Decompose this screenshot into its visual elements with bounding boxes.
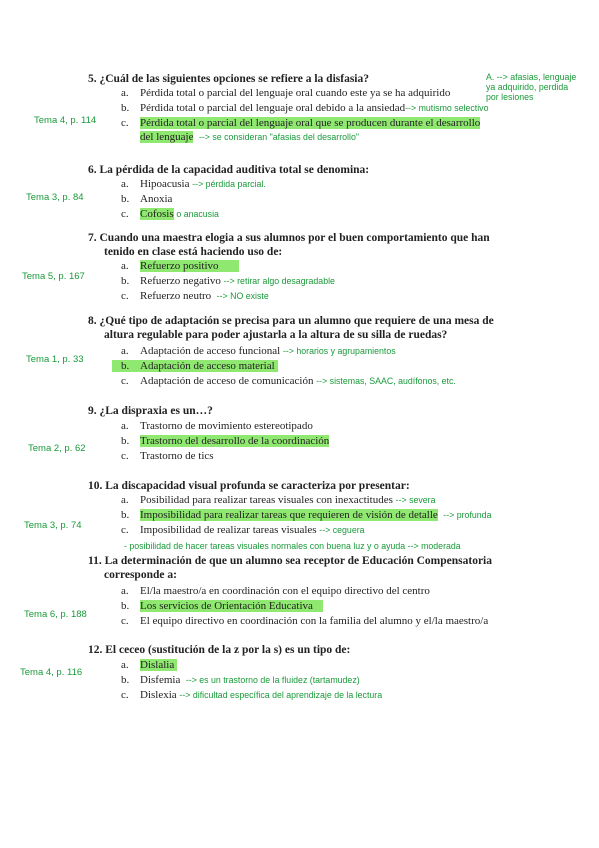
option-text: El equipo directivo en coordinación con la familia del alumno y el/la maestro/a [140, 615, 489, 627]
option-text: Anoxia [140, 193, 173, 205]
option-note: --> sistemas, SAAC, audífonos, etc. [316, 376, 456, 386]
option-6b [121, 193, 172, 206]
option-text: Hipoacusia [140, 178, 190, 190]
option-11b [121, 600, 323, 613]
option-12a [121, 659, 177, 672]
option-note: --> se consideran "afasias del desarrollo" [198, 132, 359, 142]
option-text-highlighted: del lenguaje [140, 131, 194, 143]
option-letter: a. [121, 178, 129, 190]
option-5a [121, 87, 450, 100]
question-10: 10. La discapacidad visual profunda se caracteriza por presentar: [88, 480, 410, 492]
extra-note-q10: - posibilidad de hacer tareas visuales normales con buena luz y o ayuda --> moderada [124, 541, 461, 551]
question-5: 5. ¿Cuál de las siguientes opciones se refiere a la disfasia? [88, 73, 370, 85]
option-7a [121, 260, 239, 273]
option-11c [121, 615, 488, 628]
option-12c [121, 689, 382, 702]
option-text-highlighted: Pérdida total o parcial del lenguaje oral que se producen durante el desarrollo [140, 117, 481, 129]
side-note-line: por lesiones [486, 92, 534, 102]
option-9a [121, 420, 313, 433]
option-letter: c. [121, 524, 129, 536]
option-text: El/la maestro/a en coordinación con el equipo directivo del centro [140, 585, 430, 597]
option-10c [121, 524, 365, 537]
option-text: Trastorno de movimiento estereotipado [140, 420, 313, 432]
option-text: Trastorno de tics [140, 450, 214, 462]
option-11a [121, 585, 430, 598]
option-letter: a. [121, 659, 129, 671]
option-letter: b. [121, 674, 130, 686]
option-text: Adaptación de acceso material [140, 360, 275, 372]
option-note: --> es un trastorno de la fluidez (tartamudez) [185, 675, 360, 685]
option-letter: b. [121, 193, 130, 205]
option-text: Adaptación de acceso de comunicación [140, 375, 314, 387]
reference-q11: Tema 6, p. 188 [24, 609, 87, 620]
question-8: 8. ¿Qué tipo de adaptación se precisa para un alumno que requiere de una mesa de [88, 315, 494, 327]
reference-q7: Tema 5, p. 167 [22, 271, 85, 282]
question-8-cont: altura regulable para poder ajustarla a la altura de su silla de ruedas? [104, 329, 448, 341]
option-letter: a. [121, 494, 129, 506]
side-note-line: A. --> afasias, lenguaje [486, 72, 577, 82]
option-text: Pérdida total o parcial del lenguaje oral cuando este ya se ha adquirido [140, 87, 451, 99]
option-10b [121, 509, 491, 522]
option-text-highlighted: Trastorno del desarrollo de la coordinación [140, 435, 330, 447]
option-letter: b. [121, 360, 130, 372]
option-text: Pérdida total o parcial del lenguaje oral debido a la ansiedad [140, 102, 406, 114]
option-9c [121, 450, 214, 463]
option-letter: b. [121, 275, 130, 287]
option-letter: a. [121, 585, 129, 597]
option-note: --> dificultad específica del aprendizaje de la lectura [179, 690, 383, 700]
question-7-cont: tenido en clase está haciendo uso de: [104, 246, 283, 258]
reference-q10: Tema 3, p. 74 [24, 520, 82, 531]
option-letter: b. [121, 600, 130, 612]
option-text: Refuerzo negativo [140, 275, 221, 287]
option-text: Disfemia [140, 674, 181, 686]
option-letter: a. [121, 87, 129, 99]
option-8a [121, 345, 396, 358]
option-letter: b. [121, 102, 130, 114]
option-letter: c. [121, 615, 129, 627]
option-text-highlighted [112, 360, 278, 372]
option-8c [121, 375, 456, 388]
option-note: o anacusia [176, 209, 219, 219]
option-letter: c. [121, 117, 129, 129]
reference-q9: Tema 2, p. 62 [28, 443, 86, 454]
option-5c [121, 117, 480, 130]
option-note: --> retirar algo desagradable [223, 276, 335, 286]
reference-q5: Tema 4, p. 114 [34, 115, 97, 126]
option-note: --> profunda [443, 510, 492, 520]
option-letter: c. [121, 208, 129, 220]
option-note: --> NO existe [216, 291, 269, 301]
option-text: Posibilidad para realizar tareas visuales con inexactitudes [140, 494, 393, 506]
question-12: 12. El ceceo (sustitución de la z por la s) es un tipo de: [88, 644, 351, 656]
option-letter: c. [121, 689, 129, 701]
option-text-highlighted: Cofosis [140, 208, 174, 220]
option-6c [121, 208, 219, 221]
option-letter: c. [121, 450, 129, 462]
question-9: 9. ¿La dispraxia es un…? [88, 405, 213, 417]
option-text-highlighted: Dislalia [140, 659, 177, 671]
option-text-highlighted: Refuerzo positivo [140, 260, 239, 272]
option-letter: a. [121, 260, 129, 272]
option-5b [121, 102, 488, 115]
option-text-highlighted: Imposibilidad para realizar tareas que requieren de visión de detalle [140, 509, 438, 521]
option-text-highlighted: Los servicios de Orientación Educativa [140, 600, 323, 612]
option-6a [121, 178, 266, 191]
option-letter: a. [121, 420, 129, 432]
reference-q6: Tema 3, p. 84 [26, 192, 84, 203]
option-letter: b. [121, 509, 130, 521]
option-text: Adaptación de acceso funcional [140, 345, 281, 357]
option-note: --> severa [395, 495, 436, 505]
option-text: Dislexia [140, 689, 177, 701]
option-letter: b. [121, 435, 130, 447]
option-note: --> ceguera [319, 525, 365, 535]
option-8b [112, 360, 278, 373]
option-note: --> mutismo selectivo [405, 103, 489, 113]
option-9b [121, 435, 329, 448]
question-7: 7. Cuando una maestra elogia a sus alumnos por el buen comportamiento que han [88, 232, 490, 244]
option-7c [121, 290, 269, 303]
option-12b [121, 674, 360, 687]
question-6: 6. La pérdida de la capacidad auditiva total se denomina: [88, 164, 370, 176]
option-note: --> horarios y agrupamientos [282, 346, 396, 356]
option-letter: a. [121, 345, 129, 357]
reference-q12: Tema 4, p. 116 [20, 667, 83, 678]
side-note-line: ya adquirido, perdida [486, 82, 569, 92]
option-5c-cont [140, 131, 359, 144]
option-text: Imposibilidad de realizar tareas visuales [140, 524, 317, 536]
question-11-cont: corresponde a: [104, 569, 177, 581]
option-10a [121, 494, 436, 507]
option-text: Refuerzo neutro [140, 290, 212, 302]
option-note: --> pérdida parcial. [192, 179, 266, 189]
option-7b [121, 275, 335, 288]
reference-q8: Tema 1, p. 33 [26, 354, 84, 365]
side-note-q5 [486, 72, 576, 102]
option-letter: c. [121, 290, 129, 302]
option-letter: c. [121, 375, 129, 387]
question-11: 11. La determinación de que un alumno sea receptor de Educación Compensatoria [88, 555, 492, 567]
